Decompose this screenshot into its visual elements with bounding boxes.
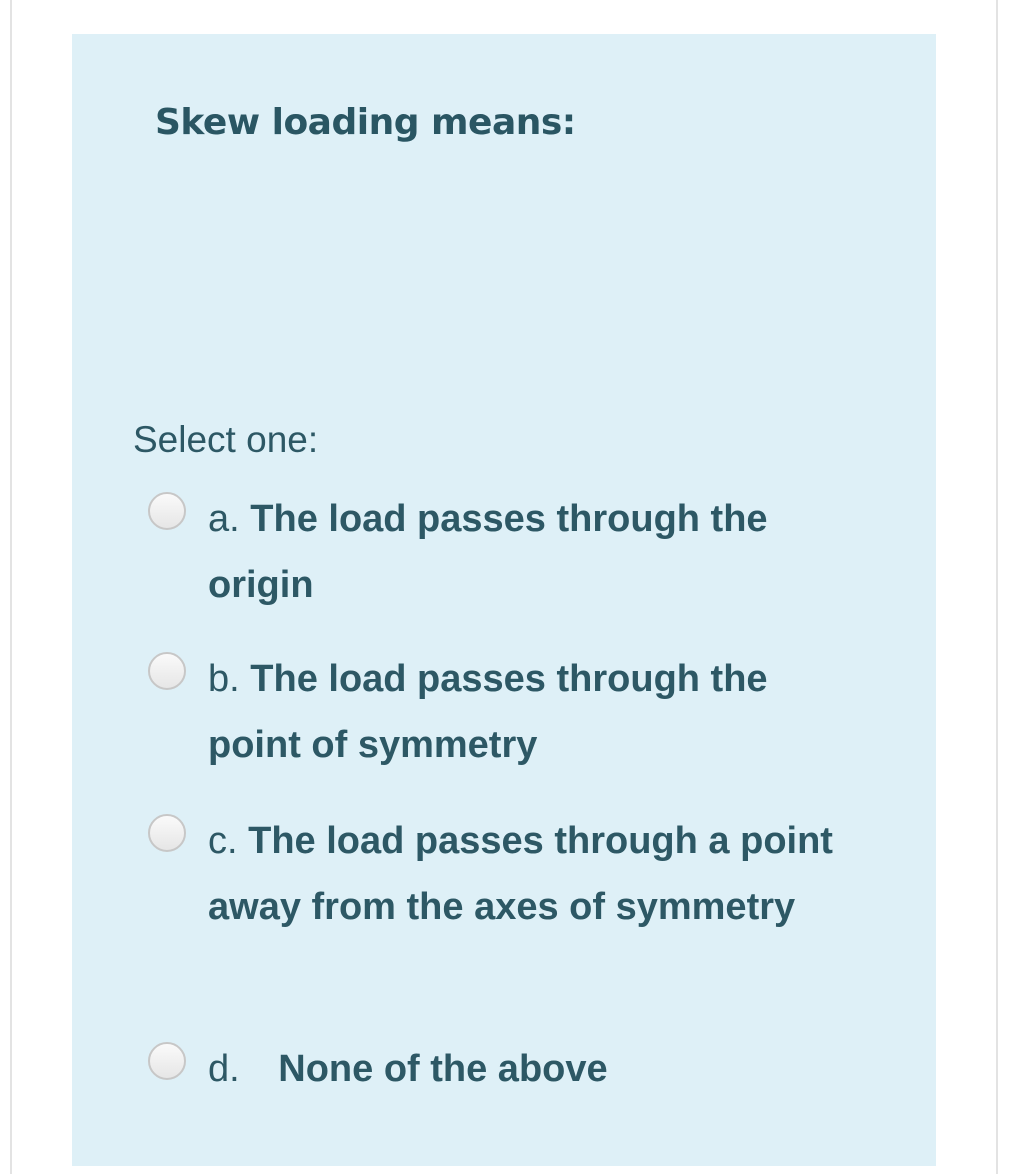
left-border	[10, 0, 12, 1174]
option-a-text: The load passes through the origin	[208, 498, 768, 606]
option-d-text: None of the above	[278, 1048, 608, 1090]
select-one-prompt: Select one:	[133, 419, 319, 460]
option-a-radio[interactable]	[148, 492, 186, 530]
option-c-text: The load passes through a point away from the axes of symmetry	[208, 820, 833, 928]
option-b-radio[interactable]	[148, 652, 186, 690]
option-d-radio[interactable]	[148, 1042, 186, 1080]
option-b-letter: b.	[208, 658, 240, 700]
option-c-label[interactable]	[208, 808, 868, 940]
option-d-letter: d.	[208, 1048, 240, 1090]
option-d-label[interactable]	[208, 1036, 868, 1102]
option-a-letter: a.	[208, 498, 240, 540]
question-text: Skew loading means:	[155, 102, 576, 143]
option-c-radio[interactable]	[148, 814, 186, 852]
right-border	[996, 0, 998, 1174]
option-b-text: The load passes through the point of symmetry	[208, 658, 768, 766]
option-a-label[interactable]	[208, 486, 868, 618]
option-c-letter: c.	[208, 820, 238, 862]
question-panel	[72, 34, 936, 1166]
option-b-label[interactable]	[208, 646, 868, 778]
